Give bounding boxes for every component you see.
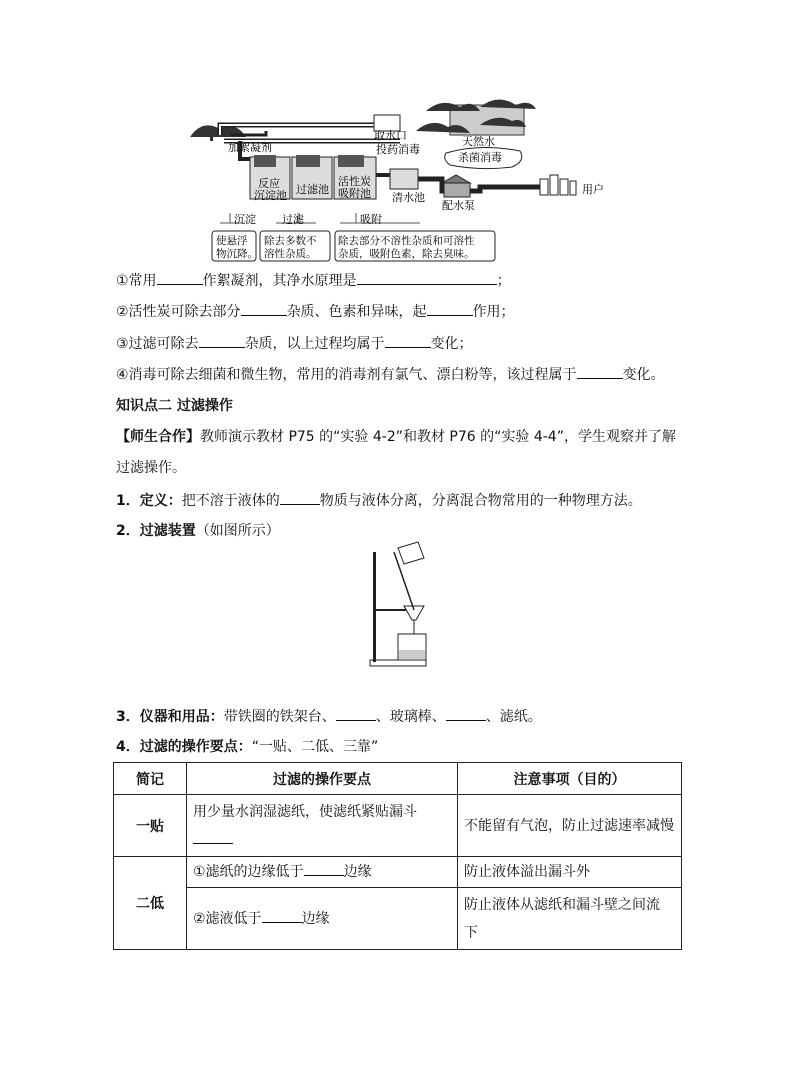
answer-blank[interactable]	[427, 301, 473, 316]
row-point	[187, 857, 458, 888]
adsorb-label: 吸附	[360, 213, 382, 226]
row-note: 防止液体溢出漏斗外	[458, 857, 682, 888]
device-label: 2．过滤装置	[116, 523, 196, 539]
q1-text-c: ；	[496, 273, 511, 289]
sediment-label: 沉淀	[234, 213, 256, 226]
user-label: 用户	[582, 183, 604, 196]
answer-blank[interactable]	[336, 706, 376, 721]
answer-blank[interactable]	[385, 333, 431, 348]
table-header-row	[114, 763, 682, 795]
definition	[116, 490, 642, 511]
row-note: 不能留有气泡，防止过滤速率减慢	[458, 795, 682, 857]
instruments-text-a: 带铁圈的铁架台、	[223, 709, 336, 725]
tank3-label-1: 活性炭	[338, 175, 371, 188]
table-row	[114, 888, 682, 950]
answer-blank[interactable]	[280, 490, 320, 505]
question-3	[116, 333, 473, 354]
answer-blank[interactable]	[262, 908, 302, 923]
intake-label: 取水口	[374, 129, 407, 142]
clear-pool-label: 清水池	[392, 191, 425, 204]
mountain-icon	[416, 99, 536, 135]
q4-text-b: 变化。	[622, 367, 665, 383]
q3-text-b: 杂质，以上过程均属于	[244, 336, 385, 352]
stand-base	[370, 660, 426, 666]
q4-text-a: ④消毒可除去细菌和微生物，常用的消毒剂有氯气、漂白粉等，该过程属于	[116, 367, 577, 383]
instruments-text-c: 、滤纸。	[485, 709, 542, 725]
row2-point2-b: 边缘	[301, 910, 330, 927]
row1-point-text: 用少量水润湿滤纸，使滤纸紧贴漏斗	[193, 803, 417, 820]
q1-text-b: 作絮凝剂，其净水原理是	[202, 273, 357, 289]
row-name: 一贴	[114, 795, 187, 857]
device-heading	[116, 521, 280, 541]
answer-blank[interactable]	[446, 706, 486, 721]
answer-blank[interactable]	[199, 333, 245, 348]
header-notes: 注意事项（目的）	[458, 763, 682, 795]
row2-note2-a: 防止液体从滤纸和漏斗壁之间流	[464, 896, 660, 913]
note2-line2: 溶性杂质。	[264, 248, 317, 260]
filtration-apparatus-figure	[360, 540, 440, 670]
question-2	[116, 301, 515, 322]
water-treatment-diagram	[180, 95, 610, 265]
sterilize-label: 杀菌消毒	[458, 151, 502, 164]
definition-text-b: 物质与液体分离，分离混合物常用的一种物理方法。	[319, 493, 642, 509]
q2-text-b: 杂质、色素和异味，起	[286, 304, 427, 320]
section-heading: 知识点二 过滤操作	[116, 398, 233, 414]
row2-point1-b: 边缘	[343, 864, 372, 880]
table-row	[114, 857, 682, 888]
definition-text-a: 把不溶于液体的	[181, 493, 280, 509]
answer-blank[interactable]	[357, 270, 497, 285]
row2-point2-a: ②滤液低于	[193, 910, 262, 927]
pouring-beaker-icon	[398, 542, 424, 564]
row2-note2-b: 下	[464, 924, 478, 941]
question-1	[116, 270, 511, 291]
tank3-label-2: 吸附池	[338, 187, 371, 200]
stand-rod	[373, 552, 376, 662]
instruments	[116, 706, 542, 727]
coagulant-label: 加絮凝剂	[228, 141, 272, 154]
dosing-label: 投药消毒	[376, 143, 420, 156]
coop-tag: 【师生合作】	[116, 429, 200, 445]
answer-blank[interactable]	[241, 301, 287, 316]
q2-text-a: ②活性炭可除去部分	[116, 304, 241, 320]
row-note	[458, 888, 682, 950]
answer-blank[interactable]	[577, 364, 623, 379]
coop-text: 教师演示教材 P75 的“实验 4-2”和教材 P76 的“实验 4-4”，学生观察并了解	[200, 429, 676, 445]
building-icon	[540, 175, 576, 195]
header-points: 过滤的操作要点	[187, 763, 458, 795]
header-abbr: 简记	[114, 763, 187, 795]
pump-house-icon	[442, 175, 470, 197]
row-point	[187, 795, 458, 857]
row-point	[187, 888, 458, 950]
answer-blank[interactable]	[304, 861, 344, 876]
q3-text-a: ③过滤可除去	[116, 336, 199, 352]
key-points	[116, 737, 378, 757]
row2-point1-a: ①滤纸的边缘低于	[193, 864, 304, 880]
filtration-table	[113, 762, 682, 950]
tank2-label: 过滤池	[296, 183, 329, 196]
question-4	[116, 364, 665, 385]
note3-line2: 杂质，吸附色素，除去臭味。	[338, 248, 475, 260]
key-points-text: “一贴、二低、三靠”	[251, 739, 379, 755]
tank1-label-2: 沉淀池	[254, 189, 287, 202]
pump-label: 配水泵	[442, 199, 475, 212]
q1-text-a: ①常用	[116, 273, 157, 289]
note1-line1: 使悬浮	[216, 235, 248, 247]
answer-blank[interactable]	[157, 270, 203, 285]
note1-line2: 物沉降。	[216, 248, 258, 260]
q3-text-c: 变化；	[430, 336, 473, 352]
note3-line1: 除去部分不溶性杂质和可溶性	[338, 235, 475, 247]
q2-text-c: 作用；	[472, 304, 515, 320]
instruments-text-b: 、玻璃棒、	[375, 709, 446, 725]
coop-paragraph	[116, 427, 676, 447]
answer-blank[interactable]	[193, 829, 233, 844]
natural-water-label: 天然水	[462, 135, 495, 148]
filter-label: 过滤	[282, 213, 304, 226]
device-note: （如图所示）	[195, 523, 280, 539]
definition-label: 1．定义：	[116, 493, 182, 509]
row-name: 二低	[114, 857, 187, 950]
table-row	[114, 795, 682, 857]
clear-water-pool	[390, 169, 418, 189]
beaker-liquid	[399, 650, 425, 659]
coop-paragraph-cont: 过滤操作。	[116, 460, 186, 476]
note2-line1: 除去多数不	[264, 235, 317, 247]
tank1-label-1: 反应	[258, 177, 280, 190]
key-points-label: 4．过滤的操作要点：	[116, 739, 252, 755]
instruments-label: 3．仪器和用品：	[116, 709, 224, 725]
